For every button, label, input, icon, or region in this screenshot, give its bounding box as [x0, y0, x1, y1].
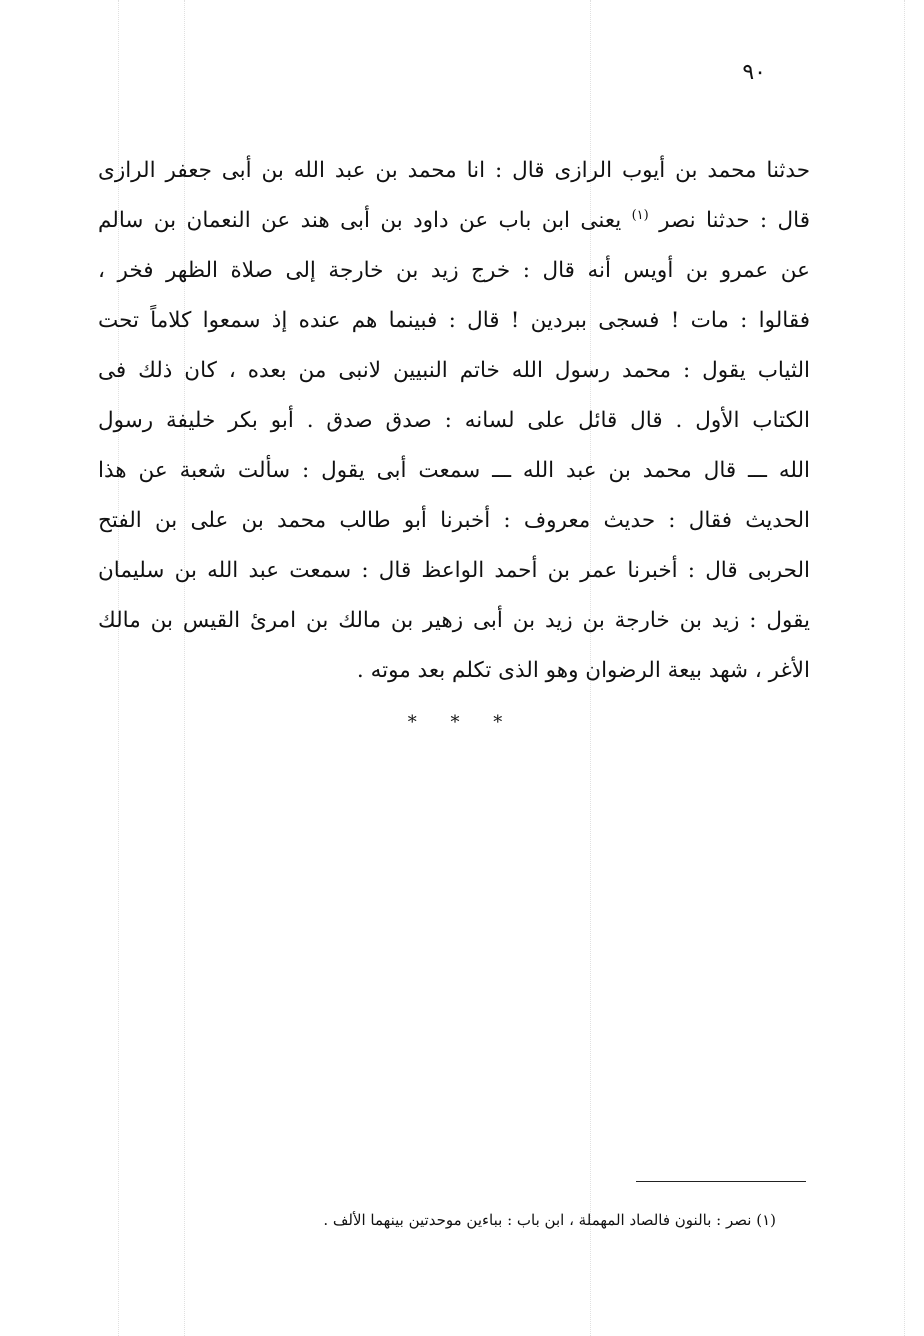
text-line: عن عمرو بن أويس أنه قال : خرج زيد بن خارجة إلى صلاة الظهر فخر ،: [98, 258, 810, 283]
text-line: الله ـــ قال محمد بن عبد الله ـــ سمعت أبى يقول : سألت شعبة عن هذا: [98, 458, 810, 483]
section-separator-stars: * * *: [407, 712, 517, 733]
page-number: ٩٠: [742, 60, 766, 85]
text-segment: قال : حدثنا نصر: [648, 208, 810, 233]
text-line: فقالوا : مات ! فسجى ببردين ! قال : فبينما هم عنده إذ سمعوا كلاماً تحت: [98, 308, 810, 333]
body-paragraph: [98, 146, 810, 696]
text-line: حدثنا محمد بن أيوب الرازى قال : انا محمد بن عبد الله بن أبى جعفر الرازى: [98, 158, 810, 183]
text-line: الحربى قال : أخبرنا عمر بن أحمد الواعظ قال : سمعت عبد الله بن سليمان: [98, 558, 810, 583]
text-line: [98, 196, 810, 246]
footnote-divider: [636, 1181, 806, 1182]
text-segment: يعنى ابن باب عن داود بن أبى هند عن النعمان بن سالم: [98, 208, 632, 233]
footnote-text: (١) نصر : بالنون فالصاد المهملة ، ابن باب : بباءين موحدتين بينهما الألف .: [323, 1211, 776, 1229]
text-line: الكتاب الأول . قال قائل على لسانه : صدق صدق . أبو بكر خليفة رسول: [98, 408, 810, 433]
text-line: الحديث فقال : حديث معروف : أخبرنا أبو طالب محمد بن على بن الفتح: [98, 508, 810, 533]
footnote-reference[interactable]: (١): [631, 207, 649, 223]
scan-artifact-line: [904, 0, 905, 1336]
text-line: الثياب يقول : محمد رسول الله خاتم النبيين لانبى من بعده ، كان ذلك فى: [98, 358, 810, 383]
text-line: يقول : زيد بن خارجة بن زيد بن أبى زهير بن مالك بن امرئ القيس بن مالك: [98, 608, 810, 633]
text-line: الأغر ، شهد بيعة الرضوان وهو الذى تكلم بعد موته .: [356, 658, 810, 683]
